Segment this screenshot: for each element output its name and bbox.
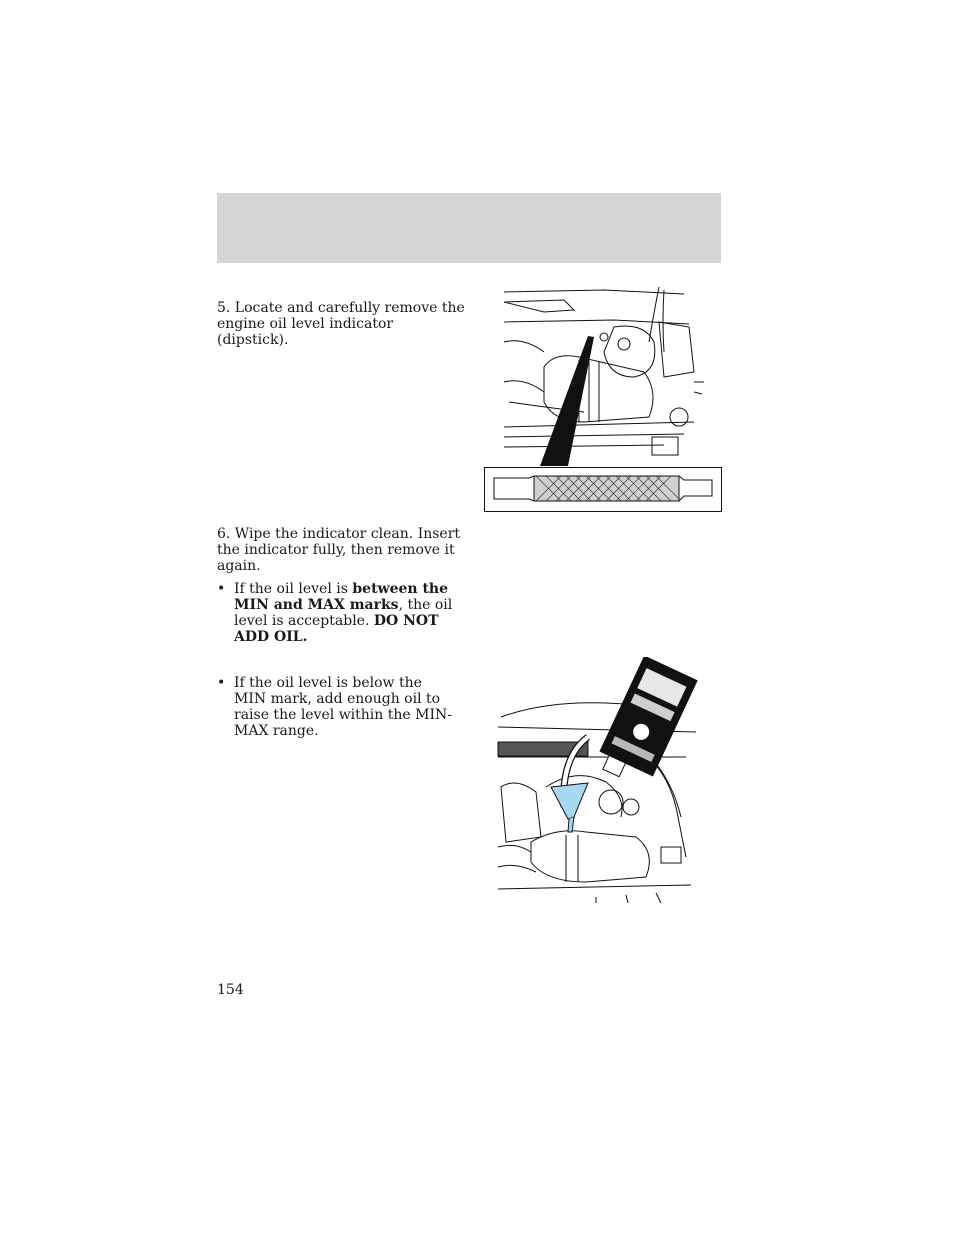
bullet-oil-below-min-text: If the oil level is below the MIN mark, add enough oil to raise the level within the MIN-MAX range. xyxy=(234,675,452,739)
funnel-icon xyxy=(551,783,588,819)
page-number: 154 xyxy=(217,982,244,998)
step-6-text: 6. Wipe the indicator clean. Insert the indicator fully, then remove it again. xyxy=(217,526,461,574)
section-header-band xyxy=(217,193,721,263)
oil-pouring-illustration xyxy=(496,657,718,905)
engine-dipstick-illustration xyxy=(484,282,722,512)
step-5-text: 5. Locate and carefully remove the engine oil level indicator (dipstick). xyxy=(217,300,465,348)
bullet-symbol: • xyxy=(217,581,226,597)
bullet-symbol: • xyxy=(217,675,226,691)
bullet-oil-acceptable-text: If the oil level is between the MIN and MAX marks, the oil level is acceptable. DO NOT ADD OIL. xyxy=(234,581,453,645)
